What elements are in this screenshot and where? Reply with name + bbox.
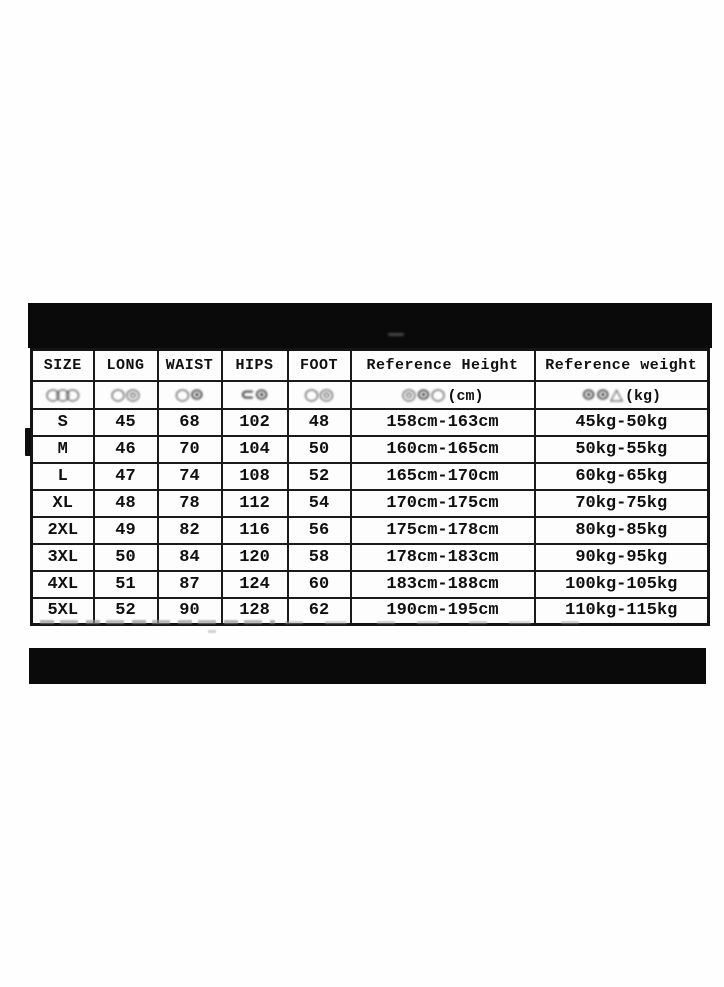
cell-hips: 124: [222, 571, 288, 598]
cell-long: 49: [94, 517, 158, 544]
cell-long: 47: [94, 463, 158, 490]
cell-hips: 102: [222, 409, 288, 436]
cell-waist: 68: [158, 409, 222, 436]
cell-hips: 128: [222, 598, 288, 625]
cell-long: 45: [94, 409, 158, 436]
cell-height-range: 160cm-165cm: [351, 436, 535, 463]
cell-weight-range: 100kg-105kg: [535, 571, 709, 598]
cell-waist: 82: [158, 517, 222, 544]
unit-kg-label: (kg): [625, 387, 662, 405]
cell-waist: 90: [158, 598, 222, 625]
left-edge-artifact: [25, 428, 31, 456]
cell-size: S: [32, 409, 94, 436]
table-row-3xl: [32, 544, 709, 571]
table-row-4xl: [32, 571, 709, 598]
cell-long: 46: [94, 436, 158, 463]
table-row-xl: [32, 490, 709, 517]
cell-hips: 108: [222, 463, 288, 490]
table-row-l: [32, 463, 709, 490]
cell-size: 2XL: [32, 517, 94, 544]
table-row-m: [32, 436, 709, 463]
blurred-label-hips: [222, 381, 288, 409]
cell-foot: 58: [288, 544, 351, 571]
cell-hips: 120: [222, 544, 288, 571]
bottom-black-bar: [29, 648, 706, 684]
blurred-label-size: [32, 381, 94, 409]
cell-waist: 70: [158, 436, 222, 463]
bar-smudge-artifact: [388, 333, 404, 336]
cell-height-range: 175cm-178cm: [351, 517, 535, 544]
cell-long: 50: [94, 544, 158, 571]
cell-hips: 112: [222, 490, 288, 517]
header-cell-waist: WAIST: [158, 350, 222, 381]
blurred-glyphs: ○◎: [304, 385, 334, 404]
header-cell-size: SIZE: [32, 350, 94, 381]
cell-size: M: [32, 436, 94, 463]
cell-foot: 50: [288, 436, 351, 463]
cell-height-range: 190cm-195cm: [351, 598, 535, 625]
cell-foot: 52: [288, 463, 351, 490]
blurred-label-height: [351, 381, 535, 409]
cell-height-range: 165cm-170cm: [351, 463, 535, 490]
cell-size: 4XL: [32, 571, 94, 598]
header-cell-reference-weight: Reference weight: [535, 350, 709, 381]
unit-cm-label: (cm): [447, 387, 484, 405]
header-cell-hips: HIPS: [222, 350, 288, 381]
cell-long: 51: [94, 571, 158, 598]
cell-waist: 84: [158, 544, 222, 571]
faded-text-smudge-right: [285, 621, 600, 624]
cell-long: 48: [94, 490, 158, 517]
size-chart-table: [30, 348, 710, 626]
header-row: [32, 350, 709, 381]
blurred-label-foot: [288, 381, 351, 409]
cell-weight-range: 50kg-55kg: [535, 436, 709, 463]
cell-weight-range: 110kg-115kg: [535, 598, 709, 625]
blurred-glyphs: ⊂⊙: [240, 385, 269, 404]
blurred-label-row: [32, 381, 709, 409]
cell-size: 5XL: [32, 598, 94, 625]
cell-size: 3XL: [32, 544, 94, 571]
header-cell-foot: FOOT: [288, 350, 351, 381]
cell-height-range: 183cm-188cm: [351, 571, 535, 598]
blurred-glyphs: ○◎: [110, 385, 141, 404]
cell-foot: 60: [288, 571, 351, 598]
cell-weight-range: 90kg-95kg: [535, 544, 709, 571]
cell-size: XL: [32, 490, 94, 517]
cell-hips: 116: [222, 517, 288, 544]
table-row-2xl: [32, 517, 709, 544]
cell-size: L: [32, 463, 94, 490]
cell-height-range: 170cm-175cm: [351, 490, 535, 517]
cell-waist: 87: [158, 571, 222, 598]
cell-weight-range: 60kg-65kg: [535, 463, 709, 490]
blurred-glyphs: ◎⊙○: [401, 385, 446, 404]
cell-hips: 104: [222, 436, 288, 463]
blurred-glyphs: ○⊙: [174, 385, 205, 404]
cell-weight-range: 80kg-85kg: [535, 517, 709, 544]
cell-foot: 62: [288, 598, 351, 625]
blurred-label-waist: [158, 381, 222, 409]
cell-foot: 48: [288, 409, 351, 436]
cell-height-range: 178cm-183cm: [351, 544, 535, 571]
cell-waist: 78: [158, 490, 222, 517]
faded-text-smudge: [40, 620, 275, 624]
header-cell-long: LONG: [94, 350, 158, 381]
cell-foot: 56: [288, 517, 351, 544]
cell-foot: 54: [288, 490, 351, 517]
top-black-bar: [28, 303, 712, 348]
cell-weight-range: 70kg-75kg: [535, 490, 709, 517]
blurred-label-long: [94, 381, 158, 409]
cell-waist: 74: [158, 463, 222, 490]
cell-weight-range: 45kg-50kg: [535, 409, 709, 436]
table-row-s: [32, 409, 709, 436]
smudge-dot: [208, 630, 216, 633]
blurred-glyphs: ○○○: [45, 385, 75, 404]
blurred-label-weight: [535, 381, 709, 409]
cell-long: 52: [94, 598, 158, 625]
blurred-glyphs: ⊙⊙△: [581, 385, 624, 404]
cell-height-range: 158cm-163cm: [351, 409, 535, 436]
header-cell-reference-height: Reference Height: [351, 350, 535, 381]
